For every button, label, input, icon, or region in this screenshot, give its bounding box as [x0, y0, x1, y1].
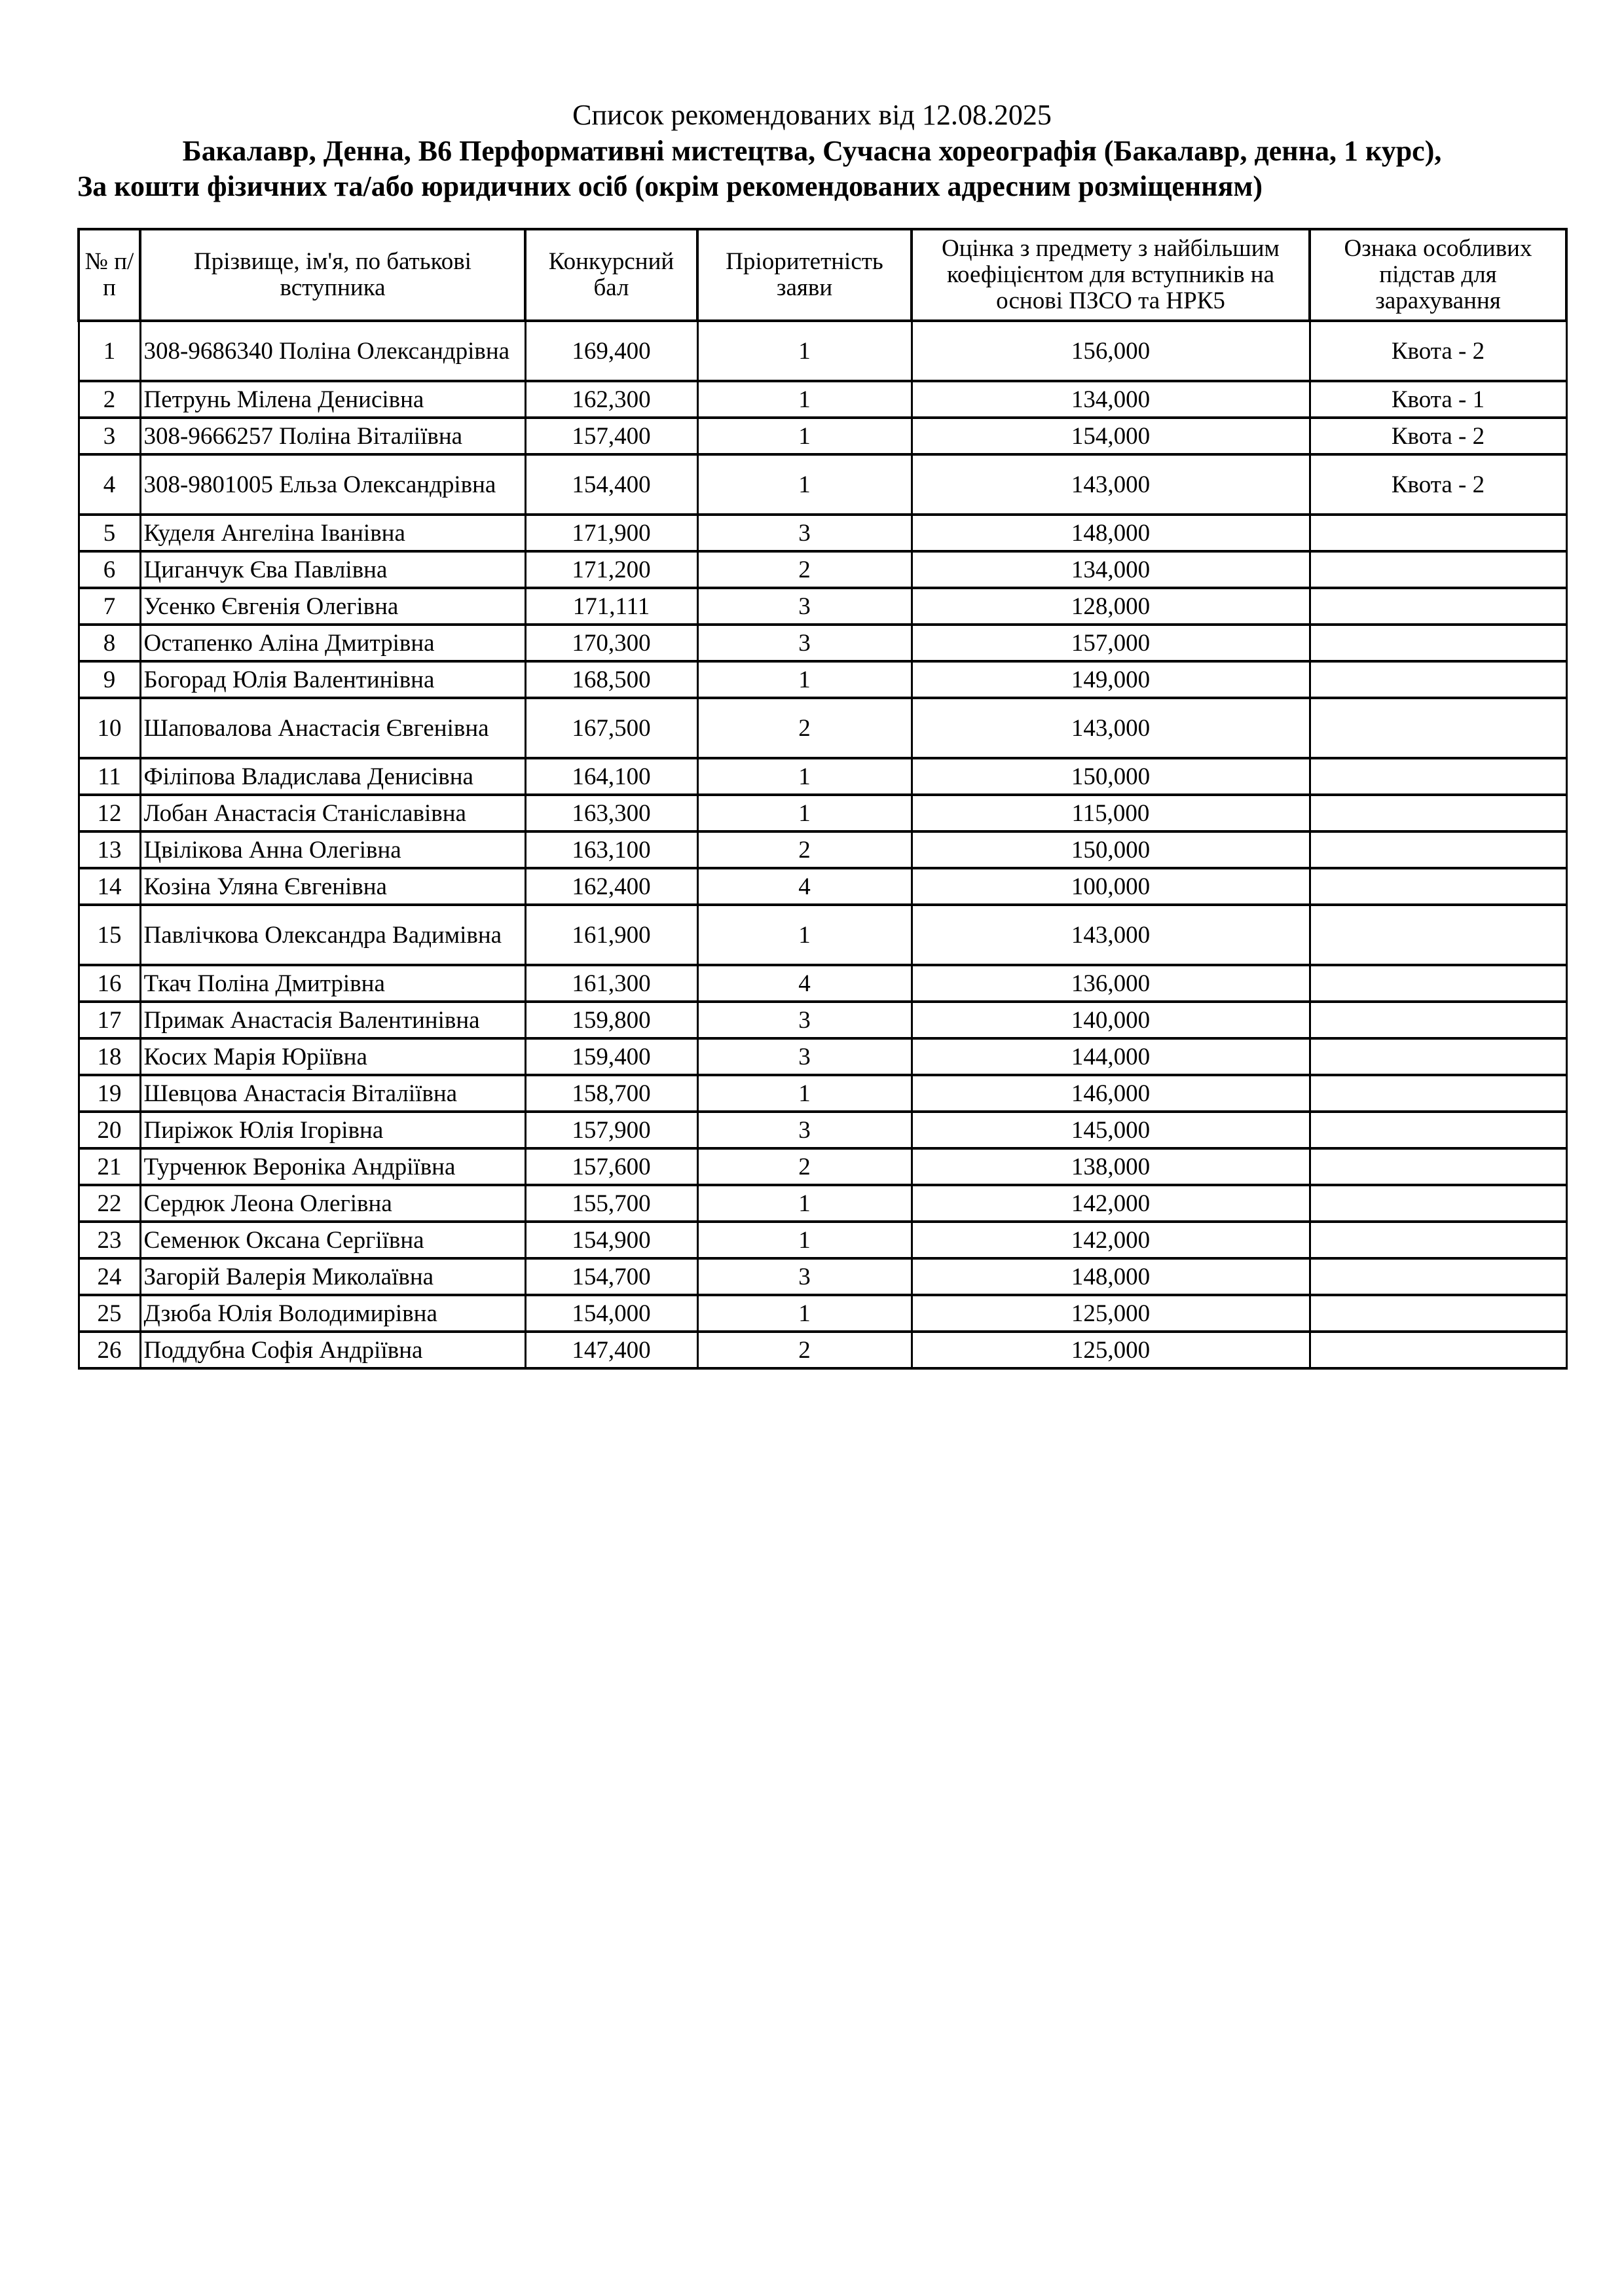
row-number: 19: [79, 1075, 140, 1112]
applicant-name: Усенко Євгенія Олегівна: [140, 588, 525, 625]
application-priority: 4: [697, 868, 912, 905]
applicant-name: Циганчук Єва Павлівна: [140, 551, 525, 588]
competitive-score: 163,300: [525, 795, 697, 831]
table-row: [79, 661, 1566, 698]
header-application-priority: Пріоритетність заяви: [697, 229, 912, 321]
applicant-name: Філіпова Владислава Денисівна: [140, 758, 525, 795]
table-row: [79, 758, 1566, 795]
subject-score: 143,000: [912, 905, 1310, 965]
competitive-score: 167,500: [525, 698, 697, 758]
table-row: [79, 454, 1566, 515]
applicant-name: Турченюк Вероніка Андріївна: [140, 1148, 525, 1185]
header-competitive-score: Конкурсний бал: [525, 229, 697, 321]
row-number: 17: [79, 1002, 140, 1038]
subject-score: 143,000: [912, 454, 1310, 515]
special-grounds: [1310, 1148, 1566, 1185]
subject-score: 138,000: [912, 1148, 1310, 1185]
application-priority: 3: [697, 515, 912, 551]
applicant-name: Примак Анастасія Валентинівна: [140, 1002, 525, 1038]
subject-score: 125,000: [912, 1295, 1310, 1332]
subject-score: 125,000: [912, 1332, 1310, 1368]
subject-score: 146,000: [912, 1075, 1310, 1112]
application-priority: 4: [697, 965, 912, 1002]
row-number: 16: [79, 965, 140, 1002]
application-priority: 2: [697, 831, 912, 868]
row-number: 15: [79, 905, 140, 965]
row-number: 3: [79, 418, 140, 454]
application-priority: 2: [697, 551, 912, 588]
special-grounds: [1310, 1038, 1566, 1075]
applicant-name: 308-9666257 Поліна Віталіївна: [140, 418, 525, 454]
application-priority: 1: [697, 758, 912, 795]
row-number: 20: [79, 1112, 140, 1148]
competitive-score: 161,300: [525, 965, 697, 1002]
table-row: [79, 1295, 1566, 1332]
competitive-score: 157,600: [525, 1148, 697, 1185]
applicant-name: Загорій Валерія Миколаївна: [140, 1258, 525, 1295]
subject-score: 144,000: [912, 1038, 1310, 1075]
program-subtitle: Бакалавр, Денна, В6 Перформативні мистецтва, Сучасна хореографія (Бакалавр, денна, 1 курс),: [182, 135, 1442, 167]
row-number: 22: [79, 1185, 140, 1222]
row-number: 18: [79, 1038, 140, 1075]
subject-score: 143,000: [912, 698, 1310, 758]
competitive-score: 169,400: [525, 321, 697, 381]
table-row: [79, 515, 1566, 551]
table-row: [79, 905, 1566, 965]
table-body: [79, 321, 1566, 1368]
application-priority: 1: [697, 321, 912, 381]
table-row: [79, 1112, 1566, 1148]
table-row: [79, 1222, 1566, 1258]
row-number: 11: [79, 758, 140, 795]
application-priority: 3: [697, 1112, 912, 1148]
application-priority: 1: [697, 454, 912, 515]
applicant-name: Богорад Юлія Валентинівна: [140, 661, 525, 698]
competitive-score: 154,000: [525, 1295, 697, 1332]
table-row: [79, 1075, 1566, 1112]
application-priority: 1: [697, 418, 912, 454]
subject-score: 134,000: [912, 381, 1310, 418]
special-grounds: [1310, 795, 1566, 831]
table-row: [79, 795, 1566, 831]
row-number: 2: [79, 381, 140, 418]
competitive-score: 171,200: [525, 551, 697, 588]
table-row: [79, 381, 1566, 418]
row-number: 4: [79, 454, 140, 515]
subject-score: 128,000: [912, 588, 1310, 625]
competitive-score: 158,700: [525, 1075, 697, 1112]
applicant-name: Ткач Поліна Дмитрівна: [140, 965, 525, 1002]
special-grounds: [1310, 905, 1566, 965]
application-priority: 1: [697, 381, 912, 418]
applicant-name: Поддубна Софія Андріївна: [140, 1332, 525, 1368]
special-grounds: Квота - 2: [1310, 454, 1566, 515]
subject-score: 148,000: [912, 515, 1310, 551]
applicant-name: Остапенко Аліна Дмитрівна: [140, 625, 525, 661]
applicant-name: 308-9686340 Поліна Олександрівна: [140, 321, 525, 381]
application-priority: 3: [697, 588, 912, 625]
row-number: 1: [79, 321, 140, 381]
application-priority: 1: [697, 905, 912, 965]
competitive-score: 164,100: [525, 758, 697, 795]
application-priority: 1: [697, 1222, 912, 1258]
row-number: 14: [79, 868, 140, 905]
application-priority: 2: [697, 1148, 912, 1185]
subject-score: 100,000: [912, 868, 1310, 905]
applicant-name: Дзюба Юлія Володимирівна: [140, 1295, 525, 1332]
table-row: [79, 1258, 1566, 1295]
applicant-name: Шевцова Анастасія Віталіївна: [140, 1075, 525, 1112]
competitive-score: 159,400: [525, 1038, 697, 1075]
special-grounds: [1310, 965, 1566, 1002]
special-grounds: [1310, 625, 1566, 661]
row-number: 10: [79, 698, 140, 758]
special-grounds: [1310, 515, 1566, 551]
special-grounds: [1310, 661, 1566, 698]
applicant-name: Сердюк Леона Олегівна: [140, 1185, 525, 1222]
subject-score: 148,000: [912, 1258, 1310, 1295]
subject-score: 154,000: [912, 418, 1310, 454]
subject-score: 136,000: [912, 965, 1310, 1002]
application-priority: 2: [697, 698, 912, 758]
special-grounds: [1310, 551, 1566, 588]
applicant-name: Цвілікова Анна Олегівна: [140, 831, 525, 868]
row-number: 24: [79, 1258, 140, 1295]
application-priority: 2: [697, 1332, 912, 1368]
subject-score: 115,000: [912, 795, 1310, 831]
applicant-name: 308-9801005 Ельза Олександрівна: [140, 454, 525, 515]
table-row: [79, 625, 1566, 661]
competitive-score: 162,400: [525, 868, 697, 905]
table-row: [79, 1332, 1566, 1368]
special-grounds: [1310, 1185, 1566, 1222]
row-number: 8: [79, 625, 140, 661]
table-row: [79, 698, 1566, 758]
row-number: 9: [79, 661, 140, 698]
competitive-score: 162,300: [525, 381, 697, 418]
competitive-score: 157,400: [525, 418, 697, 454]
special-grounds: [1310, 1332, 1566, 1368]
applicant-name: Шаповалова Анастасія Євгенівна: [140, 698, 525, 758]
row-number: 12: [79, 795, 140, 831]
special-grounds: [1310, 1075, 1566, 1112]
subject-score: 150,000: [912, 831, 1310, 868]
applicant-name: Косих Марія Юріївна: [140, 1038, 525, 1075]
applicant-name: Пиріжок Юлія Ігорівна: [140, 1112, 525, 1148]
subject-score: 156,000: [912, 321, 1310, 381]
row-number: 26: [79, 1332, 140, 1368]
subject-score: 145,000: [912, 1112, 1310, 1148]
competitive-score: 155,700: [525, 1185, 697, 1222]
competitive-score: 157,900: [525, 1112, 697, 1148]
application-priority: 3: [697, 1002, 912, 1038]
row-number: 21: [79, 1148, 140, 1185]
application-priority: 1: [697, 1295, 912, 1332]
subject-score: 134,000: [912, 551, 1310, 588]
row-number: 13: [79, 831, 140, 868]
row-number: 23: [79, 1222, 140, 1258]
competitive-score: 163,100: [525, 831, 697, 868]
special-grounds: [1310, 1222, 1566, 1258]
table-row: [79, 321, 1566, 381]
application-priority: 1: [697, 1185, 912, 1222]
application-priority: 3: [697, 1258, 912, 1295]
table-row: [79, 868, 1566, 905]
applicant-name: Семенюк Оксана Сергіївна: [140, 1222, 525, 1258]
document-header: [0, 97, 1624, 204]
subject-score: 157,000: [912, 625, 1310, 661]
table-row: [79, 418, 1566, 454]
row-number: 25: [79, 1295, 140, 1332]
subject-score: 140,000: [912, 1002, 1310, 1038]
special-grounds: [1310, 1002, 1566, 1038]
applicant-name: Козіна Уляна Євгенівна: [140, 868, 525, 905]
application-priority: 3: [697, 1038, 912, 1075]
competitive-score: 171,900: [525, 515, 697, 551]
document-title: Список рекомендованих від 12.08.2025: [572, 99, 1052, 131]
competitive-score: 154,700: [525, 1258, 697, 1295]
application-priority: 3: [697, 625, 912, 661]
table-row: [79, 831, 1566, 868]
table-row: [79, 1002, 1566, 1038]
subject-score: 150,000: [912, 758, 1310, 795]
competitive-score: 171,111: [525, 588, 697, 625]
special-grounds: [1310, 758, 1566, 795]
special-grounds: Квота - 2: [1310, 321, 1566, 381]
table-row: [79, 1038, 1566, 1075]
special-grounds: [1310, 588, 1566, 625]
subject-score: 142,000: [912, 1185, 1310, 1222]
special-grounds: Квота - 2: [1310, 418, 1566, 454]
applicant-name: Павлічкова Олександра Вадимівна: [140, 905, 525, 965]
special-grounds: [1310, 831, 1566, 868]
header-subject-score: Оцінка з предмету з найбільшим коефіцієнтом для вступників на основі ПЗСО та НРК5: [912, 229, 1310, 321]
application-priority: 1: [697, 1075, 912, 1112]
competitive-score: 161,900: [525, 905, 697, 965]
table-row: [79, 965, 1566, 1002]
row-number: 7: [79, 588, 140, 625]
competitive-score: 154,400: [525, 454, 697, 515]
competitive-score: 154,900: [525, 1222, 697, 1258]
funding-subtitle: За кошти фізичних та/або юридичних осіб (окрім рекомендованих адресним розміщенням): [77, 170, 1263, 202]
competitive-score: 159,800: [525, 1002, 697, 1038]
table-header-row: [79, 229, 1566, 321]
table-row: [79, 551, 1566, 588]
special-grounds: [1310, 1258, 1566, 1295]
header-full-name: Прізвище, ім'я, по батькові вступника: [140, 229, 525, 321]
header-number: № п/п: [79, 229, 140, 321]
special-grounds: Квота - 1: [1310, 381, 1566, 418]
applicant-name: Лобан Анастасія Станіславівна: [140, 795, 525, 831]
subject-score: 149,000: [912, 661, 1310, 698]
applicant-name: Петрунь Мілена Денисівна: [140, 381, 525, 418]
special-grounds: [1310, 698, 1566, 758]
row-number: 5: [79, 515, 140, 551]
table-row: [79, 1148, 1566, 1185]
special-grounds: [1310, 1295, 1566, 1332]
table-row: [79, 588, 1566, 625]
subject-score: 142,000: [912, 1222, 1310, 1258]
competitive-score: 168,500: [525, 661, 697, 698]
special-grounds: [1310, 1112, 1566, 1148]
row-number: 6: [79, 551, 140, 588]
header-special-grounds: Ознака особливих підстав для зарахування: [1310, 229, 1566, 321]
competitive-score: 147,400: [525, 1332, 697, 1368]
recommended-list-table: [77, 228, 1568, 1370]
table-row: [79, 1185, 1566, 1222]
competitive-score: 170,300: [525, 625, 697, 661]
special-grounds: [1310, 868, 1566, 905]
applicant-name: Куделя Ангеліна Іванівна: [140, 515, 525, 551]
application-priority: 1: [697, 661, 912, 698]
application-priority: 1: [697, 795, 912, 831]
